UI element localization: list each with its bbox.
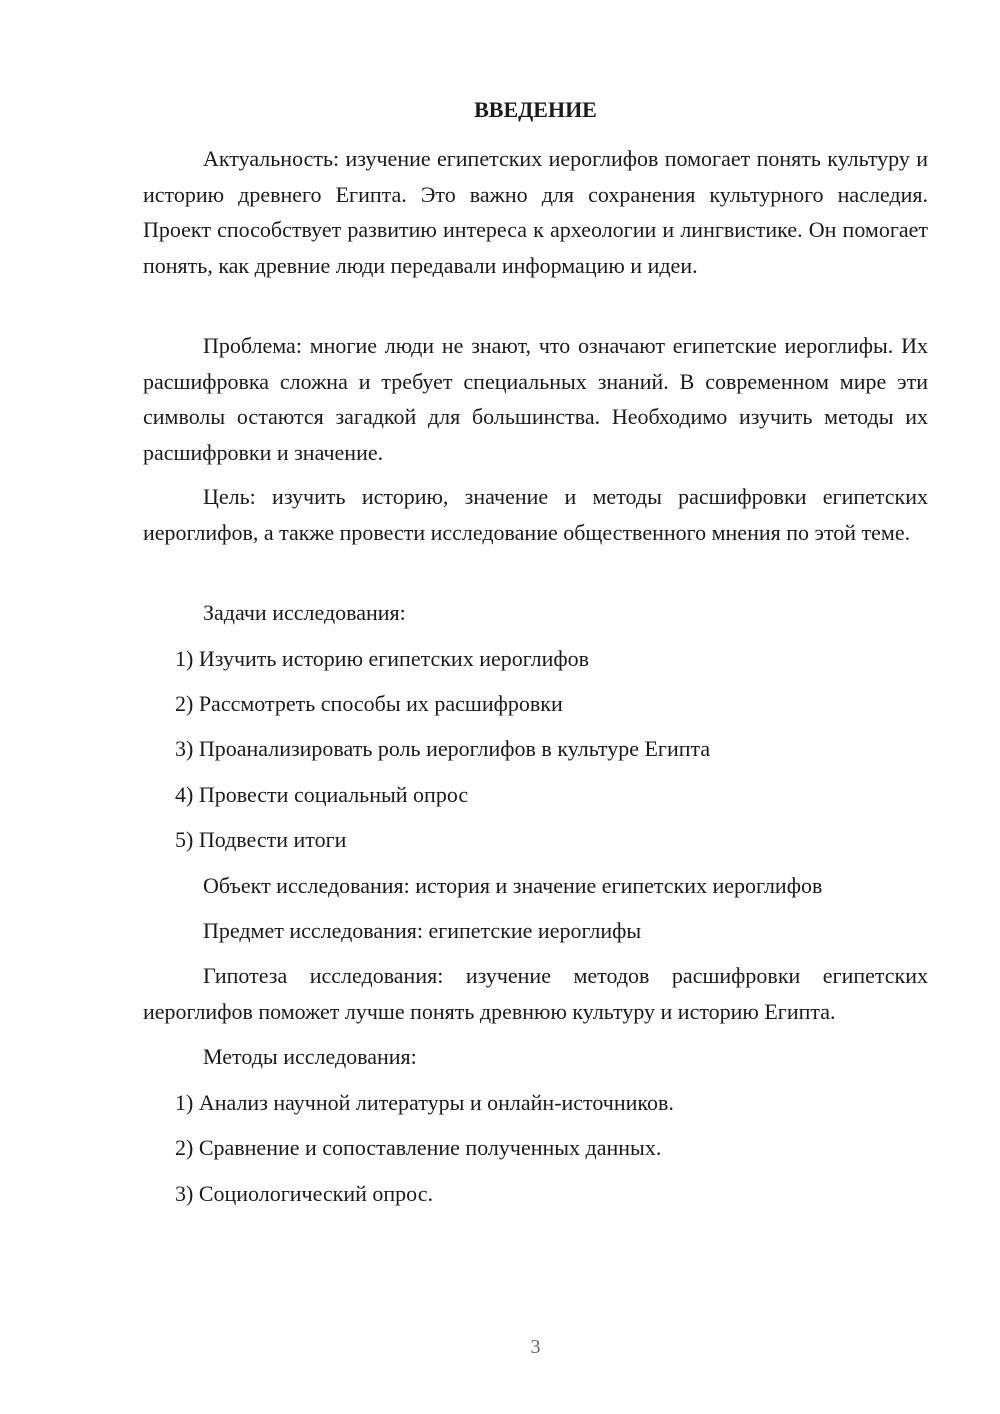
tasks-heading: Задачи исследования:: [203, 600, 406, 625]
method-item: 2) Сравнение и сопоставление полученных данных.: [175, 1135, 662, 1160]
method-item: 3) Социологический опрос.: [175, 1181, 433, 1206]
goal-paragraph: Цель: изучить историю, значение и методы расшифровки египетских иероглифов, а также провести исследование общественного мнения по этой теме.: [143, 484, 928, 545]
task-item: 4) Провести социальный опрос: [175, 782, 469, 807]
section-title: ВВЕДЕНИЕ: [474, 97, 597, 122]
task-item: 1) Изучить историю египетских иероглифов: [175, 646, 590, 671]
problem-paragraph: Проблема: многие люди не знают, что означают египетские иероглифы. Их расшифровка сложна и требует специальных знаний. В современном мире эти символы остаются загадкой для большинства. Необходимо изучить методы их расшифровки и значение.: [143, 333, 928, 465]
method-item: 1) Анализ научной литературы и онлайн-источников.: [175, 1090, 674, 1115]
page-number: 3: [530, 1336, 541, 1358]
hypothesis-paragraph: Гипотеза исследования: изучение методов расшифровки египетских иероглифов поможет лучше понять древнюю культуру и историю Египта.: [143, 963, 928, 1024]
task-item: 5) Подвести итоги: [175, 827, 347, 852]
relevance-paragraph: Актуальность: изучение египетских иероглифов помогает понять культуру и историю древнего Египта. Это важно для сохранения культурного наследия. Проект способствует развитию интереса к археологии и лингвистике. Он помогает понять, как древние люди передавали информацию и идеи.: [143, 146, 928, 278]
task-item: 2) Рассмотреть способы их расшифровки: [175, 691, 563, 716]
methods-heading: Методы исследования:: [203, 1044, 417, 1069]
research-object: Объект исследования: история и значение египетских иероглифов: [203, 873, 823, 898]
document-page: [143, 0, 928, 1414]
research-subject: Предмет исследования: египетские иероглифы: [203, 918, 642, 943]
task-item: 3) Проанализировать роль иероглифов в культуре Египта: [175, 736, 711, 761]
